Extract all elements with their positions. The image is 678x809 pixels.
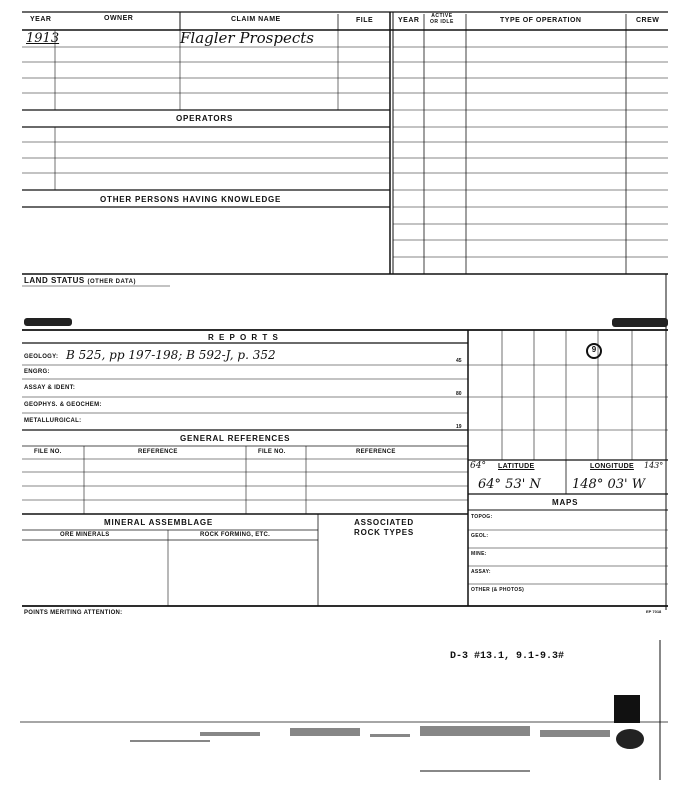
- header-file: FILE: [356, 17, 374, 24]
- latitude-value: 64° 53' N: [478, 477, 541, 492]
- header-claim-name: CLAIM NAME: [231, 16, 281, 23]
- scan-noise: [130, 726, 610, 772]
- longitude-value: 148° 03' W: [572, 477, 646, 492]
- metallurgical-label: METALLURGICAL:: [24, 418, 82, 424]
- assay-number: 80: [456, 391, 462, 397]
- maps-other-photos: OTHER (& PHOTOS): [471, 587, 525, 593]
- maps-mine: MINE:: [471, 551, 487, 557]
- section-other-persons: OTHER PERSONS HAVING KNOWLEDGE: [100, 195, 282, 204]
- ref-col-file-no-1: FILE NO.: [34, 449, 62, 455]
- header-owner: OWNER: [104, 15, 134, 22]
- geophys-label: GEOPHYS. & GEOCHEM:: [24, 402, 102, 408]
- entry-claim-name: Flagler Prospects: [180, 29, 314, 47]
- ref-col-reference-1: REFERENCE: [138, 449, 178, 455]
- ref-col-file-no-2: FILE NO.: [258, 449, 286, 455]
- section-associated-rock-types: ASSOCIATED ROCK TYPES: [354, 518, 415, 537]
- scan-blot: [616, 729, 644, 749]
- section-land-status: [24, 276, 136, 285]
- land-status-sublabel: (OTHER DATA): [87, 279, 136, 285]
- entry-year: 1913: [26, 31, 60, 46]
- col-ore-minerals: ORE MINERALS: [60, 532, 110, 538]
- latitude-prefix: 64°: [470, 461, 486, 471]
- section-general-references: GENERAL REFERENCES: [180, 434, 291, 443]
- typed-reference-note: D-3 #13.1, 9.1-9.3#: [450, 651, 565, 662]
- header-year: YEAR: [30, 16, 52, 23]
- engrg-label: ENGRG:: [24, 369, 50, 375]
- header-active-or-idle: ACTIVE OR IDLE: [430, 13, 454, 25]
- geology-value: B 525, pp 197-198; B 592-J, p. 352: [66, 348, 276, 362]
- grid-marker: 9: [591, 345, 597, 354]
- points-meriting-attention: POINTS MERITING ATTENTION:: [24, 610, 123, 616]
- latitude-label: LATITUDE: [498, 463, 535, 470]
- geology-label: GEOLOGY:: [24, 354, 59, 360]
- col-rock-forming: ROCK FORMING, ETC.: [200, 532, 271, 538]
- metallurgical-number: 19: [456, 424, 462, 430]
- longitude-label: LONGITUDE: [590, 463, 634, 470]
- maps-topog: TOPOG:: [471, 514, 493, 520]
- longitude-suffix: 143°: [644, 461, 664, 470]
- scan-smudge: [612, 318, 668, 327]
- header-type-of-operation: TYPE OF OPERATION: [500, 17, 582, 24]
- scan-smudge: [24, 318, 72, 326]
- form-number: EP 7018: [646, 609, 662, 614]
- header-year-2: YEAR: [398, 17, 420, 24]
- scan-block: [614, 695, 640, 723]
- section-mineral-assemblage: MINERAL ASSEMBLAGE: [104, 518, 214, 527]
- land-status-label: LAND STATUS: [24, 276, 85, 285]
- section-operators: OPERATORS: [176, 114, 234, 123]
- maps-geol: GEOL:: [471, 533, 489, 539]
- geology-number: 45: [456, 358, 462, 364]
- ref-col-reference-2: REFERENCE: [356, 449, 396, 455]
- maps-assay: ASSAY:: [471, 569, 491, 575]
- section-maps: MAPS: [552, 498, 579, 507]
- header-crew: CREW: [636, 17, 660, 24]
- assay-ident-label: ASSAY & IDENT:: [24, 385, 76, 391]
- section-reports: R E P O R T S: [208, 333, 280, 342]
